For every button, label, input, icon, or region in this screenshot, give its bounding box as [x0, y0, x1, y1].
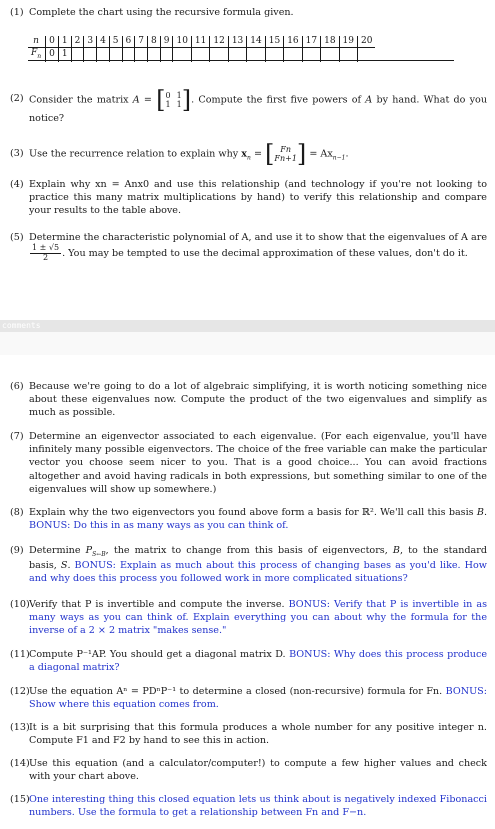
question-text: It is a bit surprising that this formula produces a whole number for any positive integer n. Compute F1 and F2 by hand to see this in action.	[29, 722, 487, 747]
question-number: (5)	[10, 232, 24, 243]
question-number: (4)	[10, 179, 24, 190]
table-row-n	[28, 36, 375, 48]
question-number: (9)	[10, 545, 24, 556]
table-cell-n: 9	[160, 36, 173, 48]
bonus-text: BONUS: Verify that P is invertible in as many ways as you can think of. Explain everything you can about why the formula for the inverse of a 2 × 2 matrix "makes sense."	[29, 599, 487, 637]
question-2	[10, 88, 487, 128]
table-cell-n: 14	[247, 36, 265, 48]
table-cell-n: 7	[135, 36, 148, 48]
vector-fn: Fn Fn+1	[274, 144, 297, 163]
question-number: (14)	[10, 758, 30, 769]
table-cell-n: 18	[321, 36, 339, 48]
question-text: Because we're going to do a lot of algebraic simplifying, it is worth noticing something nice about these eigenvalues now. Compute the product of the two eigenvalues and simplify as much as possible.	[29, 381, 487, 419]
question-text: Use the recurrence relation to explain why $x_n$ = [ Fn Fn+1 ] = $Ax_{n-1}$.	[29, 140, 349, 168]
question-text: Compute P⁻¹AP. You should get a diagonal matrix D. BONUS: Why does this process produce a diagonal matrix?	[29, 649, 488, 674]
table-cell-n: 8	[148, 36, 161, 48]
table-cell-n: 0	[46, 36, 59, 48]
table-cell-n: 12	[210, 36, 228, 48]
question-number: (6)	[10, 381, 24, 392]
table-cell-f[interactable]: 1	[58, 48, 71, 62]
bonus-text: BONUS: Do this in as many ways as you can think of.	[29, 520, 289, 532]
question-number: (1)	[10, 7, 24, 18]
bonus-text: BONUS: Why does this process produce a diagonal matrix?	[29, 649, 488, 674]
table-cell-n: 5	[109, 36, 122, 48]
question-text: Verify that P is invertible and compute the inverse. BONUS: Verify that P is invertible in as many ways as you can think of. Explain everything you can about why the formula for the inverse of a 2 × 2 matrix "makes sense."	[29, 599, 487, 637]
question-number: (11)	[10, 649, 30, 660]
question-number: (12)	[10, 686, 30, 697]
table-cell-n: 16	[284, 36, 302, 48]
eigenvalue-fraction: $\frac{1 \pm √5}{2}$	[32, 243, 60, 263]
question-number: (10)	[10, 599, 30, 610]
matrix-a: 0 1 1 1	[165, 90, 182, 109]
question-number: (8)	[10, 507, 24, 518]
table-cell-n: 1	[58, 36, 71, 48]
table-bottom-rule	[28, 60, 454, 61]
table-cell-n: 4	[97, 36, 110, 48]
question-text: Use the equation Aⁿ = PDⁿP⁻¹ to determine a closed (non-recursive) formula for Fn. BONUS: Show where this equation comes from.	[29, 686, 487, 711]
table-cell-n: 2	[71, 36, 84, 48]
question-number: (7)	[10, 431, 24, 442]
question-text: One interesting thing this closed equation lets us think about is negatively indexed Fibonacci numbers. Use the formula to get a relationship between Fn and F−n.	[29, 794, 487, 819]
table-cell-n: 15	[265, 36, 283, 48]
table-cell-f[interactable]: 0	[46, 48, 59, 62]
fibonacci-table	[28, 36, 375, 62]
bonus-text: BONUS: Show where this equation comes from.	[29, 686, 487, 711]
row-label-n: n	[28, 36, 46, 48]
table-cell-n: 19	[339, 36, 357, 48]
question-text: Determine the characteristic polynomial of A, and use it to show that the eigenvalues of A are $\frac{1 \pm √5}{2}$ . You may be tempted to use the decimal approximation of these values, don't do it.	[29, 232, 487, 263]
row-label-f: $F_n$	[31, 48, 42, 60]
table-cell-n: 13	[228, 36, 246, 48]
question-text: Determine an eigenvector associated to each eigenvalue. (For each eigenvalue, you'll have infinitely many possible eigenvectors. The choice of the free variable can make the particular vector you choose seem nicer to you. That is a good choice... You can avoid fractions altogether and avoid having radicals in both expressions, but something similar to one of the eigenvalues will show up somewhere.)	[29, 431, 487, 495]
table-cell-n: 17	[302, 36, 320, 48]
table-cell-n: 20	[358, 36, 376, 48]
question-number: (2)	[10, 93, 24, 104]
question-text: Determine $P_{S\leftarrow B}$, the matrix to change from this basis of eigenvectors, B, to the standard basis, S. BONUS: Explain as much about this process of changing bases as you'd like. How and why does this process you followed work in more complicated situations?	[29, 545, 487, 585]
bonus-text: BONUS: Explain as much about this process of changing bases as you'd like. How and why does this process you followed work in more complicated situations?	[29, 560, 487, 585]
table-cell-n: 11	[191, 36, 209, 48]
table-cell-n: 10	[173, 36, 191, 48]
question-number: (15)	[10, 794, 30, 805]
question-text: Explain why xn = Anx0 and use this relationship (and technology if you're not looking to practice this many matrix multiplications by hand) to verify this relationship and compare your results to the table above.	[29, 179, 487, 217]
comments-bar[interactable]: comments	[0, 320, 495, 332]
question-text: Explain why the two eigenvectors you found above form a basis for ℝ². We'll call this basis B. BONUS: Do this in as many ways as you can think of.	[29, 507, 487, 532]
table-cell-n: 3	[84, 36, 97, 48]
question-text: Use this equation (and a calculator/computer!) to compute a few higher values and check with your chart above.	[29, 758, 487, 783]
question-text: Complete the chart using the recursive formula given.	[29, 7, 294, 18]
table-cell-n: 6	[122, 36, 135, 48]
page-gap	[0, 355, 495, 373]
question-number: (13)	[10, 722, 30, 733]
question-text: Consider the matrix A = [ 0 1 1 1 ]. Compute the first five powers of A by hand. What do you notice?	[29, 86, 488, 124]
question-number: (3)	[10, 148, 24, 159]
